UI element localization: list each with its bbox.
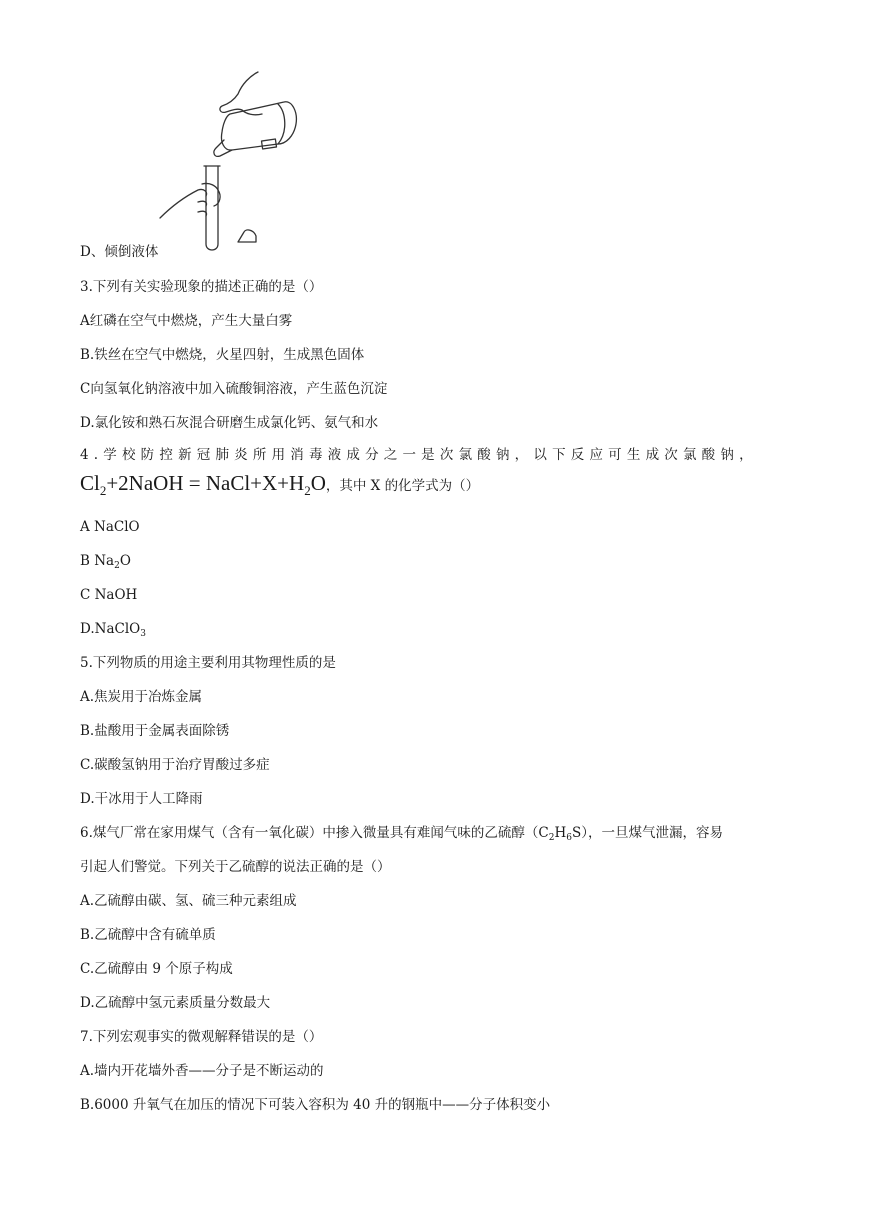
question-7-option-b: B.6000 升氧气在加压的情况下可装入容积为 40 升的钢瓶中——分子体积变小 bbox=[80, 1097, 551, 1113]
question-4-option-d: D.NaClO$_3$ bbox=[80, 621, 146, 639]
test-tube bbox=[206, 166, 218, 250]
question-6-option-c: C.乙硫醇由 9 个原子构成 bbox=[80, 961, 233, 977]
question-4-tail: ，其中 X 的化学式为（） bbox=[325, 478, 480, 494]
question-5-option-d: D.干冰用于人工降雨 bbox=[80, 791, 203, 807]
option-d-pour-liquid: D、倾倒液体 bbox=[80, 244, 159, 260]
question-3-option-d: D.氯化铵和熟石灰混合研磨生成氯化钙、氨气和水 bbox=[80, 415, 379, 431]
pouring-liquid-figure bbox=[158, 66, 298, 256]
question-4-equation-line bbox=[80, 471, 480, 500]
question-6-option-a: A.乙硫醇由碳、氢、硫三种元素组成 bbox=[80, 893, 297, 909]
question-4-option-a: A NaClO bbox=[80, 519, 140, 535]
question-6-line-2: 引起人们警觉。下列关于乙硫醇的说法正确的是（） bbox=[80, 859, 391, 875]
question-7: 7.下列宏观事实的微观解释错误的是（） bbox=[80, 1029, 323, 1045]
chemical-equation: $Cl_2+2NaOH$ = $NaCl+X+H_2O$ bbox=[80, 471, 326, 498]
question-6-option-d: D.乙硫醇中氢元素质量分数最大 bbox=[80, 995, 271, 1011]
bottle-stopper bbox=[238, 230, 256, 242]
question-3-option-c: C向氢氧化钠溶液中加入硫酸铜溶液，产生蓝色沉淀 bbox=[80, 381, 388, 397]
question-7-option-a: A.墙内开花墙外香——分子是不断运动的 bbox=[80, 1063, 324, 1079]
lower-hand bbox=[160, 183, 220, 218]
question-4: 4.学校防控新冠肺炎所用消毒液成分之一是次氯酸钠，以下反应可生成次氯酸钠， bbox=[80, 447, 758, 463]
question-3-option-a: A红磷在空气中燃烧，产生大量白雾 bbox=[80, 313, 293, 329]
question-6-line-1: 6.煤气厂常在家用煤气（含有一氧化碳）中掺入微量具有难闻气味的乙硫醇$(C_2H_6S)$，一旦煤气泄漏，容易 bbox=[80, 825, 723, 843]
question-5-option-a: A.焦炭用于冶炼金属 bbox=[80, 689, 203, 705]
question-5-option-b: B.盐酸用于金属表面除锈 bbox=[80, 723, 230, 739]
question-3-option-b: B.铁丝在空气中燃烧，火星四射，生成黑色固体 bbox=[80, 347, 365, 363]
question-4-option-b: B $Na_2O$ bbox=[80, 553, 131, 571]
question-5: 5.下列物质的用途主要利用其物理性质的是 bbox=[80, 655, 336, 671]
question-5-option-c: C.碳酸氢钠用于治疗胃酸过多症 bbox=[80, 757, 270, 773]
question-6-option-b: B.乙硫醇中含有硫单质 bbox=[80, 927, 216, 943]
question-4-option-c: C NaOH bbox=[80, 587, 138, 603]
pouring-liquid-into-test-tube-illustration bbox=[160, 72, 296, 250]
question-3: 3.下列有关实验现象的描述正确的是（） bbox=[80, 279, 323, 295]
